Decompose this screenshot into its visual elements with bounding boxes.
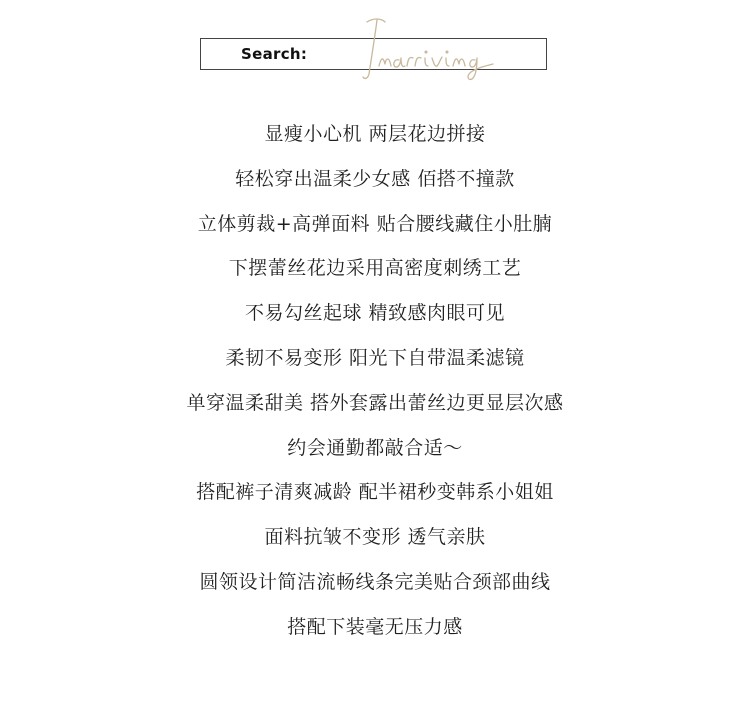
- description-line: 不易勾丝起球 精致感肉眼可见: [244, 302, 506, 325]
- description-list: [0, 118, 750, 656]
- description-line: 轻松穿出温柔少女感 佰搭不撞款: [235, 167, 515, 190]
- description-line: 单穿温柔甜美 搭外套露出蕾丝边更显层次感: [186, 391, 564, 414]
- description-line: 显瘦小心机 两层花边拼接: [264, 123, 486, 145]
- script-logo: [355, 14, 515, 84]
- description-line: 面料抗皱不变形 透气亲肤: [264, 526, 486, 549]
- description-line: 搭配裤子清爽减龄 配半裙秒变韩系小姐姐: [196, 481, 554, 504]
- description-line: 圆领设计简洁流畅线条完美贴合颈部曲线: [199, 570, 551, 593]
- description-line: 搭配下装毫无压力感: [287, 615, 463, 638]
- description-line: 约会通勤都敲合适～: [287, 436, 463, 459]
- search-label: Search:: [241, 45, 308, 63]
- description-line: 柔韧不易变形 阳光下自带温柔滤镜: [225, 346, 525, 369]
- description-line: 下摆蕾丝花边采用高密度刺绣工艺: [228, 257, 522, 280]
- description-line: 立体剪裁+高弹面料 贴合腰线藏住小肚腩: [197, 212, 553, 235]
